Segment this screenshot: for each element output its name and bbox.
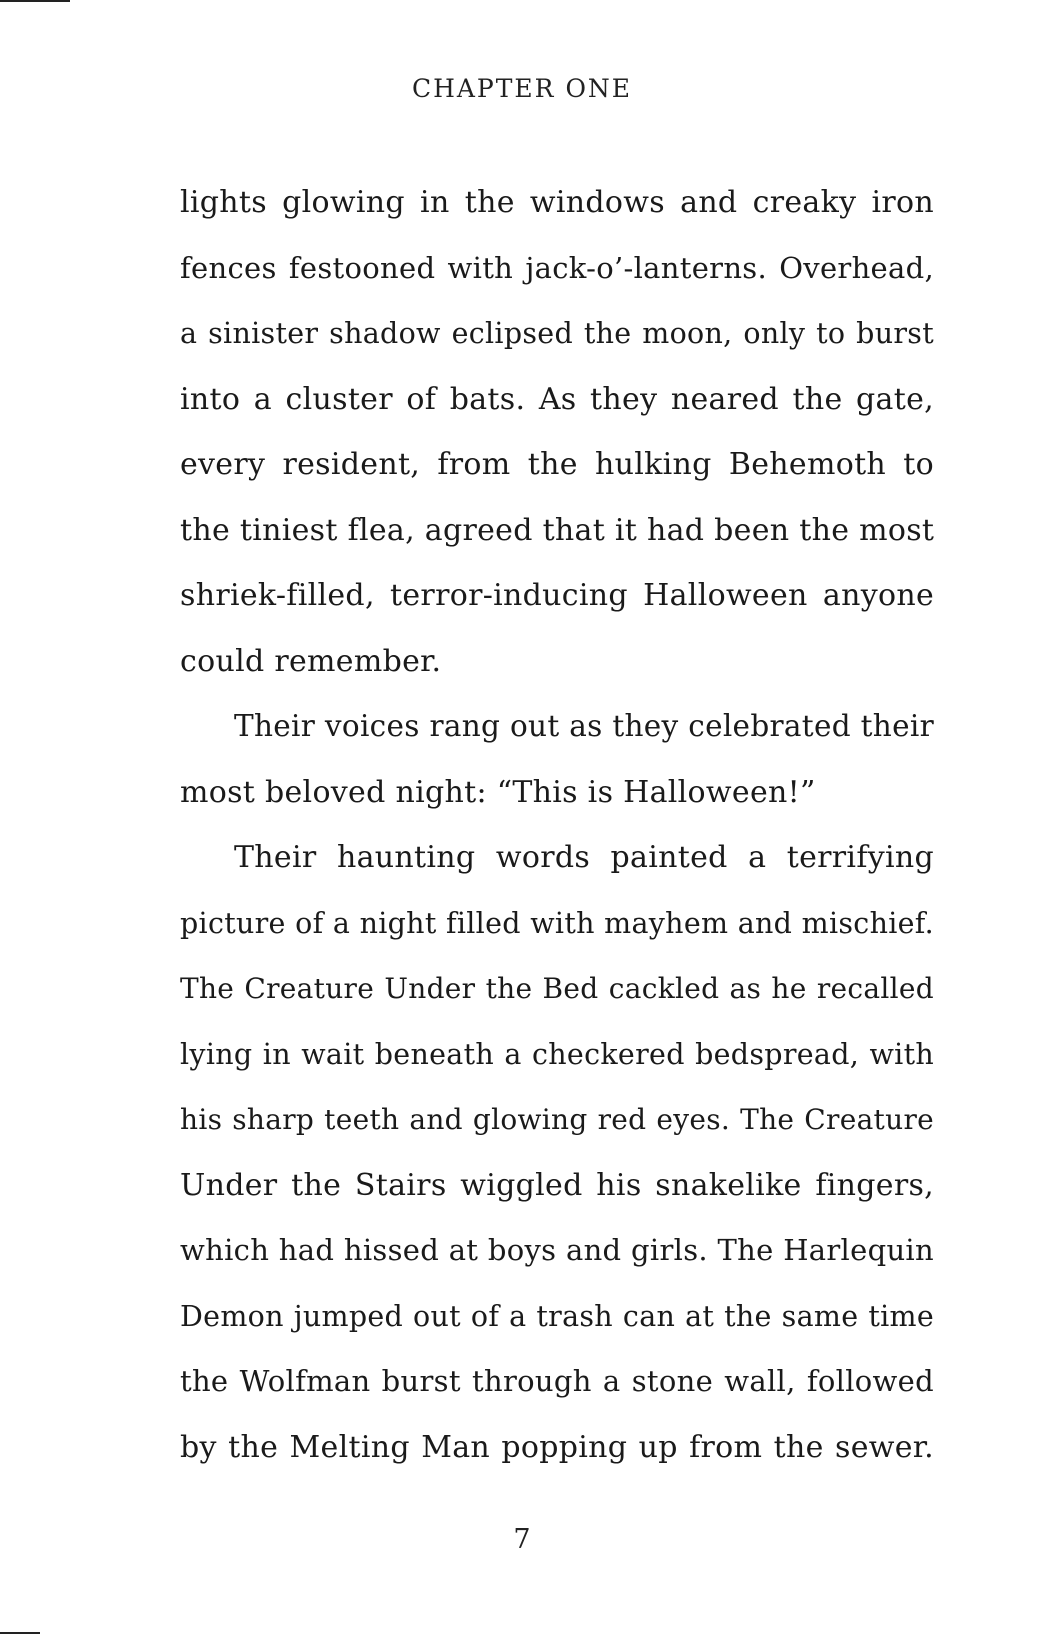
- page-number: 7: [513, 1524, 531, 1555]
- text-line: by the Melting Man popping up from the sewer.: [180, 1429, 934, 1465]
- text-line: every resident, from the hulking Behemoth to: [180, 447, 934, 482]
- text-line: the tiniest flea, agreed that it had been the most: [180, 512, 935, 548]
- text-line: lying in wait beneath a checkered bedspread, with: [180, 1037, 934, 1071]
- text-line: fences festooned with jack-o’-lanterns. Overhead,: [180, 250, 934, 285]
- text-line: most beloved night: “This is Halloween!”: [180, 774, 816, 810]
- text-line: his sharp teeth and glowing red eyes. The Creature: [180, 1103, 934, 1136]
- text-line: picture of a night filled with mayhem and mischief.: [180, 906, 934, 940]
- running-head: CHAPTER ONE: [411, 74, 633, 103]
- text-line: could remember.: [180, 643, 442, 679]
- page-edge-mark-bottom: [0, 1632, 40, 1634]
- text-line: a sinister shadow eclipsed the moon, only to burst: [180, 317, 934, 350]
- page-edge-mark-top: [0, 0, 70, 2]
- text-line: lights glowing in the windows and creaky iron: [180, 185, 934, 220]
- text-line: the Wolfman burst through a stone wall, followed: [180, 1364, 934, 1398]
- text-line: which had hissed at boys and girls. The Harlequin: [180, 1233, 934, 1267]
- text-line: Demon jumped out of a trash can at the same time: [180, 1299, 934, 1333]
- text-line: into a cluster of bats. As they neared the gate,: [180, 381, 934, 417]
- body-text: [180, 170, 934, 1480]
- text-line: Their haunting words painted a terrifying: [234, 840, 934, 875]
- text-line: shriek-filled, terror-inducing Halloween anyone: [180, 578, 934, 613]
- text-line: The Creature Under the Bed cackled as he recalled: [180, 972, 934, 1005]
- text-line: Under the Stairs wiggled his snakelike fingers,: [180, 1167, 934, 1203]
- text-line: Their voices rang out as they celebrated their: [234, 709, 934, 743]
